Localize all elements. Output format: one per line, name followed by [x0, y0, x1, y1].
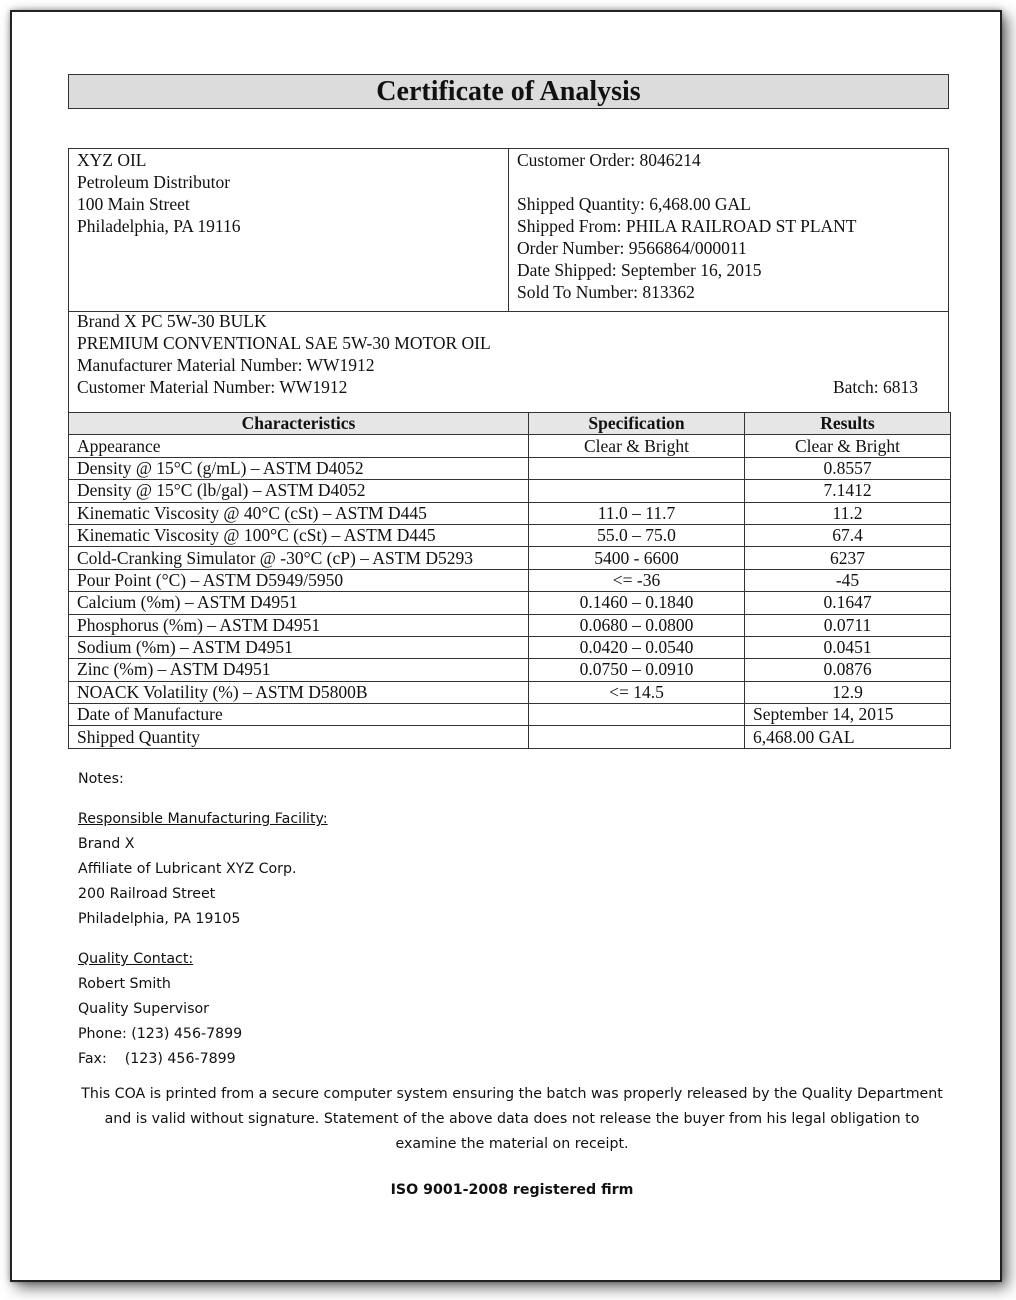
- info-divider: [508, 149, 509, 311]
- sold-to-number: Sold To Number: 813362: [517, 282, 695, 302]
- specification-cell: 0.1460 – 0.1840: [529, 592, 745, 614]
- specification-cell: [529, 704, 745, 726]
- quality-contact-heading: Quality Contact:: [78, 951, 194, 967]
- table-row: [69, 435, 951, 457]
- distributor-type: Petroleum Distributor: [77, 172, 231, 192]
- specification-cell: 55.0 – 75.0: [529, 524, 745, 546]
- result-cell: 0.0711: [745, 614, 951, 636]
- characteristic-cell: Cold-Cranking Simulator @ -30°C (cP) – ASTM D5293: [69, 547, 529, 569]
- characteristic-cell: Kinematic Viscosity @ 100°C (cSt) – ASTM D445: [69, 524, 529, 546]
- table-header-row: [69, 413, 951, 435]
- specification-cell: 0.0750 – 0.0910: [529, 659, 745, 681]
- customer-order: Customer Order: 8046214: [517, 150, 701, 170]
- result-cell: September 14, 2015: [745, 704, 951, 726]
- analysis-table: [68, 412, 951, 749]
- characteristic-cell: NOACK Volatility (%) – ASTM D5800B: [69, 681, 529, 703]
- product-info-box: [68, 310, 949, 413]
- specification-cell: [529, 726, 745, 748]
- table-row: [69, 592, 951, 614]
- characteristic-cell: Phosphorus (%m) – ASTM D4951: [69, 614, 529, 636]
- characteristic-cell: Shipped Quantity: [69, 726, 529, 748]
- specification-cell: 0.0680 – 0.0800: [529, 614, 745, 636]
- result-cell: 12.9: [745, 681, 951, 703]
- table-row: [69, 457, 951, 479]
- specification-cell: 0.0420 – 0.0540: [529, 636, 745, 658]
- distributor-block: [77, 149, 241, 237]
- characteristic-cell: Sodium (%m) – ASTM D4951: [69, 636, 529, 658]
- table-row: [69, 480, 951, 502]
- table-row: [69, 726, 951, 748]
- facility-heading: Responsible Manufacturing Facility:: [78, 811, 328, 827]
- contact-title: Quality Supervisor: [78, 1001, 210, 1017]
- order-block: [517, 149, 857, 303]
- distributor-city: Philadelphia, PA 19116: [77, 216, 241, 236]
- result-cell: 11.2: [745, 502, 951, 524]
- fax-number: (123) 456-7899: [124, 1051, 236, 1067]
- date-shipped: Date Shipped: September 16, 2015: [517, 260, 762, 280]
- result-cell: 0.1647: [745, 592, 951, 614]
- contact-name: Robert Smith: [78, 976, 171, 992]
- table-row: [69, 659, 951, 681]
- customer-material-number: Customer Material Number: WW1912: [77, 377, 348, 397]
- product-name: Brand X PC 5W-30 BULK: [77, 311, 267, 331]
- specification-cell: 5400 - 6600: [529, 547, 745, 569]
- result-cell: 6,468.00 GAL: [745, 726, 951, 748]
- characteristic-cell: Density @ 15°C (lb/gal) – ASTM D4052: [69, 480, 529, 502]
- specification-cell: <= 14.5: [529, 681, 745, 703]
- contact-fax: [78, 1047, 958, 1072]
- table-row: [69, 681, 951, 703]
- specification-cell: Clear & Bright: [529, 435, 745, 457]
- specification-cell: [529, 457, 745, 479]
- order-info-box: [68, 148, 949, 312]
- fax-label: Fax:: [78, 1051, 107, 1067]
- facility-line: 200 Railroad Street: [78, 886, 216, 902]
- manufacturer-material-number: Manufacturer Material Number: WW1912: [77, 355, 375, 375]
- table-row: [69, 569, 951, 591]
- page-title: Certificate of Analysis: [68, 74, 949, 109]
- result-cell: Clear & Bright: [745, 435, 951, 457]
- certificate-page: [10, 10, 1002, 1282]
- result-cell: 67.4: [745, 524, 951, 546]
- facility-line: Philadelphia, PA 19105: [78, 911, 241, 927]
- facility-line: Affiliate of Lubricant XYZ Corp.: [78, 861, 297, 877]
- result-cell: 0.8557: [745, 457, 951, 479]
- result-cell: 7.1412: [745, 480, 951, 502]
- specification-cell: [529, 480, 745, 502]
- header-specification: Specification: [529, 413, 745, 435]
- characteristic-cell: Appearance: [69, 435, 529, 457]
- result-cell: 0.0876: [745, 659, 951, 681]
- facility-line: Brand X: [78, 836, 135, 852]
- distributor-name: XYZ OIL: [77, 150, 147, 170]
- result-cell: 0.0451: [745, 636, 951, 658]
- shipped-from: Shipped From: PHILA RAILROAD ST PLANT: [517, 216, 857, 236]
- characteristic-cell: Kinematic Viscosity @ 40°C (cSt) – ASTM D445: [69, 502, 529, 524]
- characteristic-cell: Zinc (%m) – ASTM D4951: [69, 659, 529, 681]
- characteristic-cell: Calcium (%m) – ASTM D4951: [69, 592, 529, 614]
- notes-label: Notes:: [78, 771, 124, 787]
- characteristic-cell: Date of Manufacture: [69, 704, 529, 726]
- characteristic-cell: Density @ 15°C (g/mL) – ASTM D4052: [69, 457, 529, 479]
- table-row: [69, 547, 951, 569]
- header-results: Results: [745, 413, 951, 435]
- table-row: [69, 524, 951, 546]
- shipped-quantity: Shipped Quantity: 6,468.00 GAL: [517, 194, 751, 214]
- header-characteristics: Characteristics: [69, 413, 529, 435]
- batch-number: Batch: 6813: [832, 377, 918, 397]
- notes-section: [78, 767, 958, 1072]
- order-number: Order Number: 9566864/000011: [517, 238, 747, 258]
- distributor-street: 100 Main Street: [77, 194, 190, 214]
- coa-statement: This COA is printed from a secure computer system ensuring the batch was properly released by the Quality Department and is valid without signature. Statement of the above data does not release the buyer from his legal obligation to examine the material on receipt.: [81, 1086, 943, 1152]
- specification-cell: 11.0 – 11.7: [529, 502, 745, 524]
- result-cell: -45: [745, 569, 951, 591]
- iso-registration: ISO 9001-2008 registered firm: [390, 1182, 634, 1198]
- table-row: [69, 614, 951, 636]
- result-cell: 6237: [745, 547, 951, 569]
- characteristic-cell: Pour Point (°C) – ASTM D5949/5950: [69, 569, 529, 591]
- table-row: [69, 502, 951, 524]
- specification-cell: <= -36: [529, 569, 745, 591]
- table-row: [69, 704, 951, 726]
- table-row: [69, 636, 951, 658]
- product-description: PREMIUM CONVENTIONAL SAE 5W-30 MOTOR OIL: [77, 333, 491, 353]
- contact-phone: Phone: (123) 456-7899: [78, 1026, 243, 1042]
